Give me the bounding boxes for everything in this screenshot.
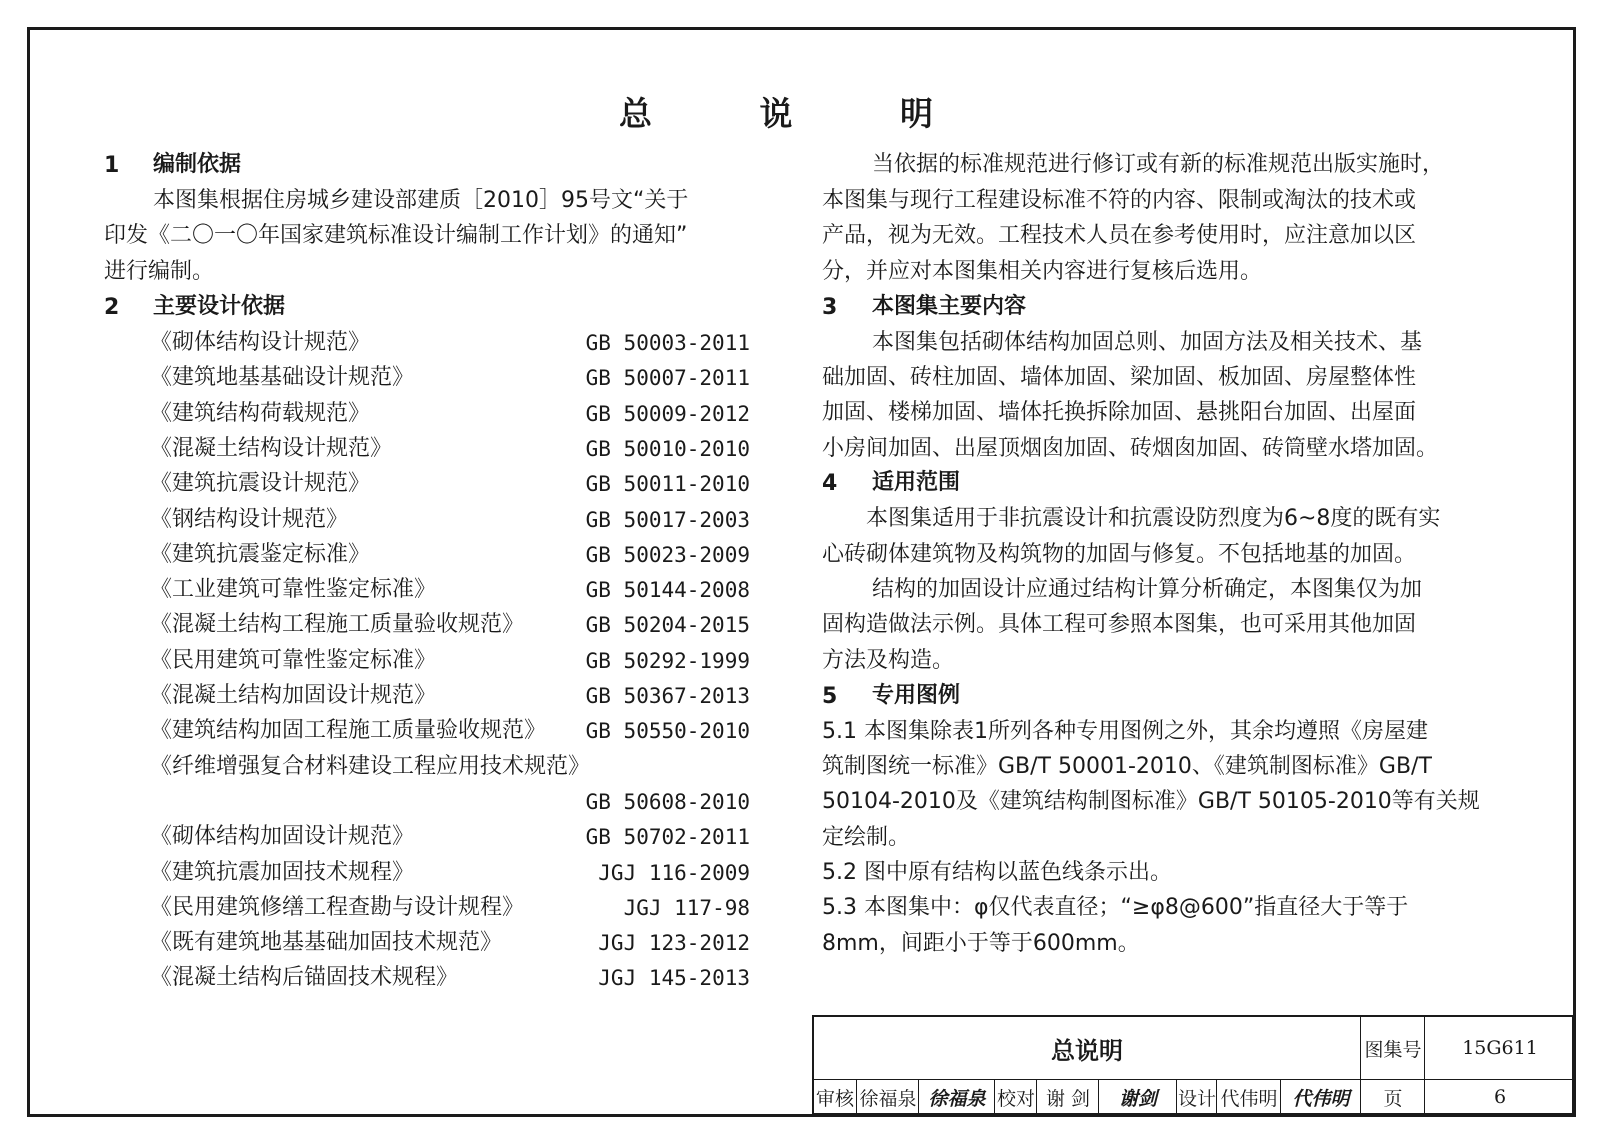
atlas-label: 图集号 — [1360, 1017, 1425, 1079]
reference-code: GB 50023-2009 — [585, 543, 750, 567]
section-3-heading: 本图集主要内容 — [872, 294, 1027, 319]
section-3-line: 加固、楼梯加固、墙体托换拆除加固、悬挑阳台加固、出屋面 — [822, 400, 1417, 425]
reference-code: GB 50608-2010 — [585, 790, 750, 814]
section-1-line: 进行编制。 — [104, 259, 215, 284]
reference-name: 《混凝土结构加固设计规范》 — [150, 683, 437, 708]
page-title: 总 说 明 — [619, 94, 981, 133]
section-5-line: 筑制图统一标准》GB/T 50001-2010、《建筑制图标准》GB/T — [822, 754, 1432, 779]
section-5-line: 50104-2010及《建筑结构制图标准》GB/T 50105-2010等有关规 — [822, 789, 1480, 814]
reference-code: GB 50550-2010 — [585, 719, 750, 743]
section-4-line: 结构的加固设计应通过结构计算分析确定，本图集仅为加 — [872, 577, 1423, 602]
section-4-line: 方法及构造。 — [822, 648, 955, 673]
section-1-line: 印发《二〇一〇年国家建筑标准设计编制工作计划》的通知” — [104, 223, 688, 248]
page-label: 页 — [1360, 1079, 1425, 1115]
section-1-number: 1 — [104, 153, 120, 178]
reference-name: 《建筑抗震设计规范》 — [150, 471, 371, 496]
reference-code: GB 50367-2013 — [585, 684, 750, 708]
reference-name: 《砌体结构加固设计规范》 — [150, 824, 415, 849]
title-block-row-2 — [814, 1079, 1572, 1115]
reference-name: 《钢结构设计规范》 — [150, 507, 349, 532]
designer-name: 代伟明 — [1216, 1079, 1281, 1115]
reference-code: GB 50003-2011 — [585, 331, 750, 355]
section-4-line: 固构造做法示例。具体工程可参照本图集，也可采用其他加固 — [822, 612, 1417, 637]
reference-code: GB 50702-2011 — [585, 825, 750, 849]
reference-name: 《民用建筑修缮工程查勘与设计规程》 — [150, 895, 525, 920]
reference-code: GB 50292-1999 — [585, 649, 750, 673]
section-1-line: 本图集根据住房城乡建设部建质［2010］95号文“关于 — [153, 188, 689, 213]
reference-name: 《建筑地基基础设计规范》 — [150, 365, 415, 390]
reference-name: 《既有建筑地基基础加固技术规范》 — [150, 930, 503, 955]
reference-name: 《建筑结构荷载规范》 — [150, 401, 371, 426]
check-label: 校对 — [994, 1079, 1037, 1115]
section-4-heading: 适用范围 — [872, 470, 961, 495]
reference-name: 《纤维增强复合材料建设工程应用技术规范》 — [150, 754, 591, 779]
section-4-number: 4 — [822, 471, 838, 496]
reference-name: 《建筑抗震加固技术规程》 — [150, 860, 415, 885]
reference-name: 《混凝土结构后锚固技术规程》 — [150, 965, 459, 990]
review-label: 审核 — [815, 1087, 854, 1110]
designer-signature: 代伟明 — [1280, 1079, 1361, 1115]
title-block-row-1 — [814, 1017, 1572, 1080]
section-4-line: 本图集适用于非抗震设计和抗震设防烈度为6~8度的既有实 — [866, 506, 1441, 531]
atlas-number: 15G611 — [1424, 1017, 1575, 1079]
section-5-heading: 专用图例 — [872, 683, 961, 708]
reference-name: 《建筑抗震鉴定标准》 — [150, 542, 371, 567]
reference-code: JGJ 123-2012 — [598, 931, 750, 955]
reviewer-signature: 徐福泉 — [918, 1079, 995, 1115]
reference-code: GB 50010-2010 — [585, 437, 750, 461]
reference-name: 《混凝土结构设计规范》 — [150, 436, 393, 461]
reference-code: GB 50011-2010 — [585, 472, 750, 496]
reference-code: GB 50009-2012 — [585, 402, 750, 426]
section-5-line: 8mm，间距小于等于600mm。 — [822, 931, 1140, 956]
section-5-number: 5 — [822, 684, 838, 709]
intro-line: 当依据的标准规范进行修订或有新的标准规范出版实施时， — [872, 152, 1445, 177]
reference-name: 《工业建筑可靠性鉴定标准》 — [150, 577, 437, 602]
design-label: 设计 — [1176, 1079, 1217, 1115]
reference-name: 《建筑结构加固工程施工质量验收规范》 — [150, 718, 547, 743]
section-3-line: 本图集包括砌体结构加固总则、加固方法及相关技术、基 — [872, 330, 1423, 355]
checker-signature: 谢剑 — [1098, 1079, 1177, 1115]
section-5-line: 5.3 本图集中：φ仅代表直径；“≥φ8@600”指直径大于等于 — [822, 895, 1409, 920]
reference-code: GB 50007-2011 — [585, 366, 750, 390]
reviewer-name: 徐福泉 — [856, 1079, 919, 1115]
section-2-number: 2 — [104, 295, 120, 320]
section-5-line: 5.2 图中原有结构以蓝色线条示出。 — [822, 860, 1172, 885]
intro-line: 本图集与现行工程建设标准不符的内容、限制或淘汰的技术或 — [822, 188, 1417, 213]
reference-code: GB 50017-2003 — [585, 508, 750, 532]
section-2-heading: 主要设计依据 — [153, 294, 286, 319]
reference-code: JGJ 117-98 — [623, 896, 750, 920]
page-number: 6 — [1424, 1079, 1575, 1115]
section-3-line: 础加固、砖柱加固、墙体加固、梁加固、板加固、房屋整体性 — [822, 365, 1417, 390]
reference-code: GB 50144-2008 — [585, 578, 750, 602]
intro-line: 产品，视为无效。工程技术人员在参考使用时，应注意加以区 — [822, 223, 1417, 248]
checker-name: 谢 剑 — [1036, 1079, 1099, 1115]
section-3-line: 小房间加固、出屋顶烟囱加固、砖烟囱加固、砖筒壁水塔加固。 — [822, 436, 1439, 461]
reference-code: GB 50204-2015 — [585, 613, 750, 637]
section-1-heading: 编制依据 — [153, 152, 242, 177]
title-block — [812, 1015, 1574, 1115]
sheet-title: 总说明 — [1051, 1036, 1123, 1065]
reference-code: JGJ 116-2009 — [598, 861, 750, 885]
reference-name: 《混凝土结构工程施工质量验收规范》 — [150, 612, 525, 637]
reference-code: JGJ 145-2013 — [598, 966, 750, 990]
intro-line: 分，并应对本图集相关内容进行复核后选用。 — [822, 259, 1263, 284]
section-5-line: 5.1 本图集除表1所列各种专用图例之外，其余均遵照《房屋建 — [822, 719, 1428, 744]
reference-name: 《砌体结构设计规范》 — [150, 330, 371, 355]
section-4-line: 心砖砌体建筑物及构筑物的加固与修复。不包括地基的加固。 — [822, 542, 1417, 567]
section-5-line: 定绘制。 — [822, 825, 911, 850]
section-3-number: 3 — [822, 295, 838, 320]
reference-name: 《民用建筑可靠性鉴定标准》 — [150, 648, 437, 673]
